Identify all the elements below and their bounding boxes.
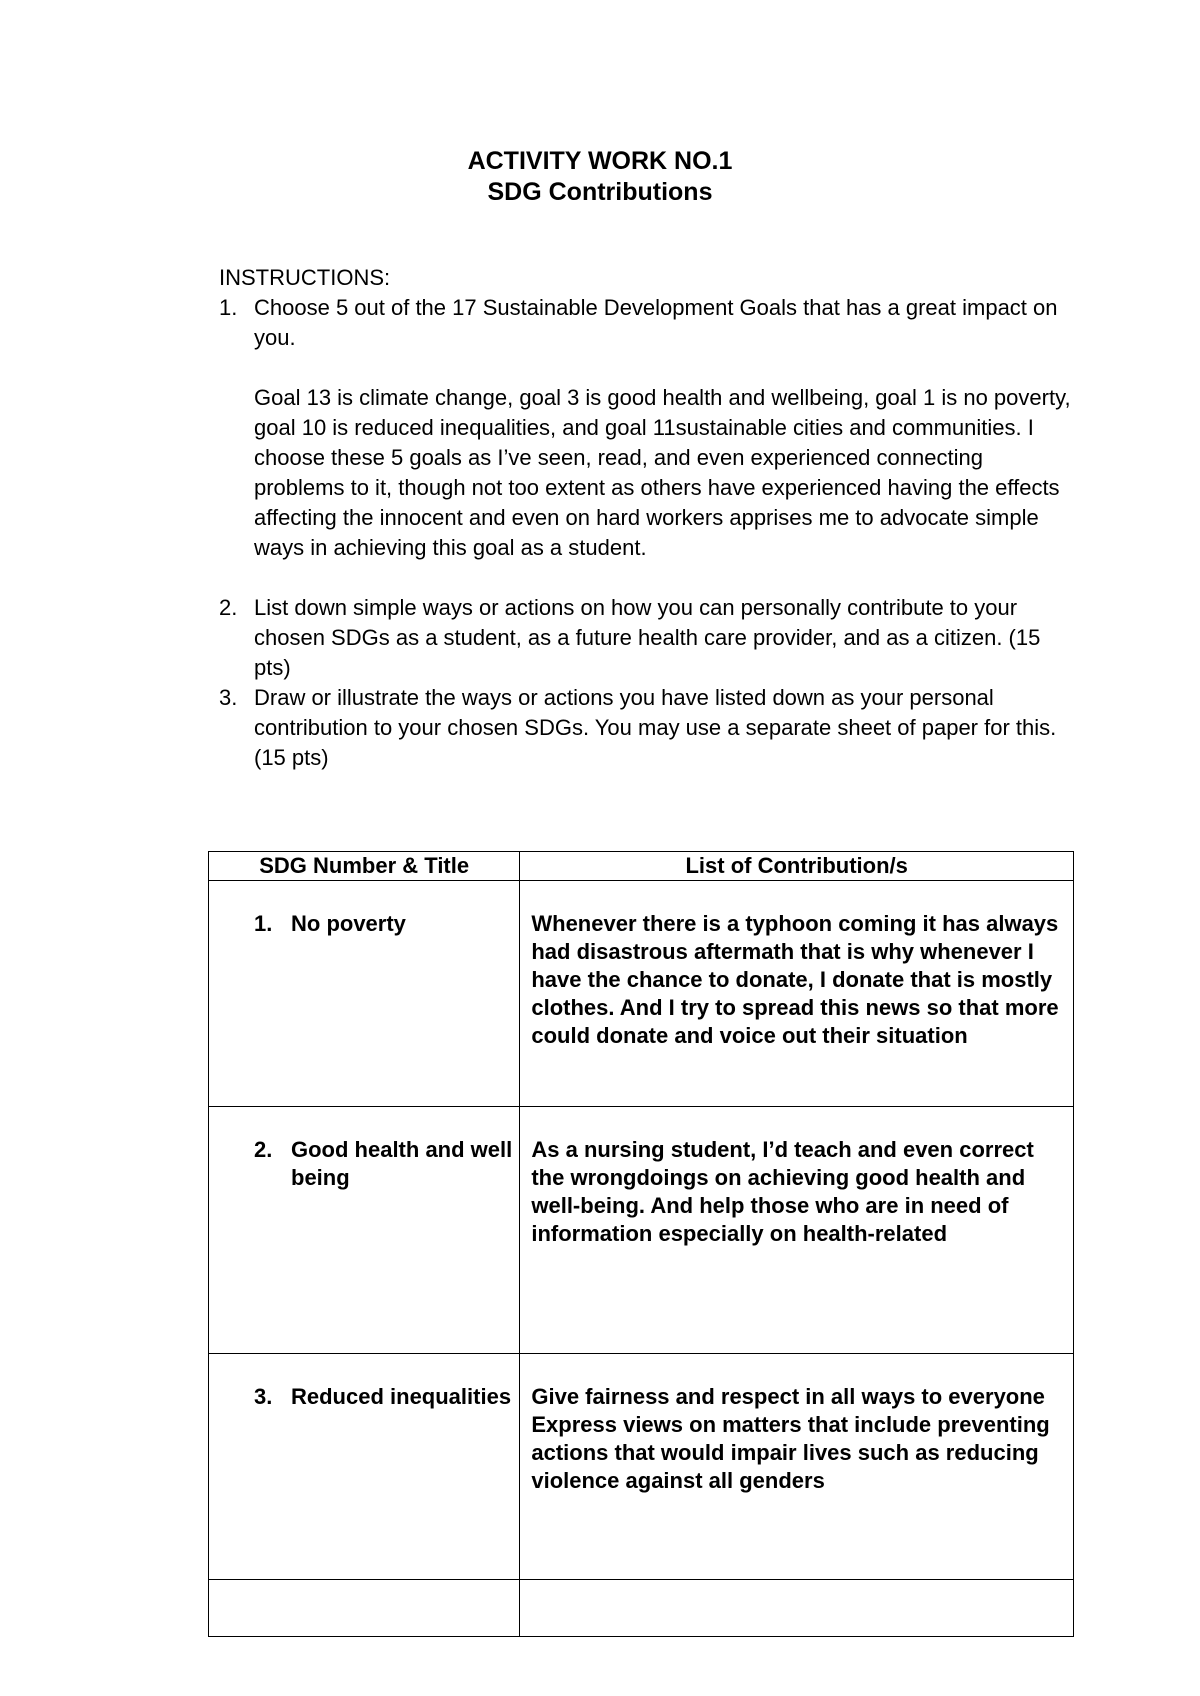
sdg-title-cell <box>209 1354 520 1580</box>
empty-cell <box>520 1580 1074 1637</box>
instruction-number: 1. <box>219 295 238 320</box>
sdg-number: 1. <box>254 911 273 936</box>
sdg-title-cell <box>209 881 520 1107</box>
table-row <box>209 881 1074 1107</box>
contribution-cell: Give fairness and respect in all ways to everyone Express views on matters that include preventing actions that would impair lives such as reducing violence against all genders <box>520 1354 1074 1580</box>
instruction-item-2 <box>219 593 1079 683</box>
table-header-row <box>209 852 1074 881</box>
instruction-number: 3. <box>219 685 238 710</box>
contribution-cell: As a nursing student, I’d teach and even correct the wrongdoings on achieving good health and well-being. And help those who are in need of information especially on health-related <box>520 1107 1074 1354</box>
sdg-title-cell <box>209 1107 520 1354</box>
table-row <box>209 1107 1074 1354</box>
instruction-item-1 <box>219 293 1079 353</box>
instruction-text: List down simple ways or actions on how you can personally contribute to your chosen SDGs as a student, as a future health care provider, and as a citizen. (15 pts) <box>254 595 1041 680</box>
answer-paragraph: Goal 13 is climate change, goal 3 is good health and wellbeing, goal 1 is no poverty, goal 10 is reduced inequalities, and goal 11sustainable cities and communities. I choose these 5 goals as I’ve seen, read, and even experienced connecting problems to it, though not too extent as others have experienced having the effects affecting the innocent and even on hard workers apprises me to advocate simple ways in achieving this goal as a student. <box>254 385 1071 560</box>
empty-cell <box>209 1580 520 1637</box>
table-row-empty <box>209 1580 1074 1637</box>
column-header-sdg: SDG Number & Title <box>209 852 520 881</box>
activity-title: ACTIVITY WORK NO.1 <box>467 147 733 175</box>
instruction-item-3 <box>219 683 1079 773</box>
table-row <box>209 1354 1074 1580</box>
contribution-cell: Whenever there is a typhoon coming it has always had disastrous aftermath that is why whenever I have the chance to donate, I donate that is mostly clothes. And I try to spread this news so that more could donate and voice out their situation <box>520 881 1074 1107</box>
sdg-name: Reduced inequalities <box>291 1384 512 1409</box>
instructions-section <box>219 263 1079 773</box>
instruction-number: 2. <box>219 595 238 620</box>
sdg-number: 3. <box>254 1384 273 1409</box>
sdg-name: Good health and well being <box>291 1137 513 1190</box>
sdg-number: 2. <box>254 1137 273 1162</box>
instruction-text: Draw or illustrate the ways or actions you have listed down as your personal contribution to your chosen SDGs. You may use a separate sheet of paper for this. (15 pts) <box>254 685 1057 770</box>
instructions-heading: INSTRUCTIONS: <box>219 265 391 290</box>
title-block <box>0 146 1200 208</box>
sdg-name: No poverty <box>291 911 406 936</box>
activity-subtitle: SDG Contributions <box>487 178 713 206</box>
sdg-table <box>208 851 1074 1637</box>
column-header-contributions: List of Contribution/s <box>520 852 1074 881</box>
instruction-text: Choose 5 out of the 17 Sustainable Development Goals that has a great impact on you. <box>254 295 1058 350</box>
